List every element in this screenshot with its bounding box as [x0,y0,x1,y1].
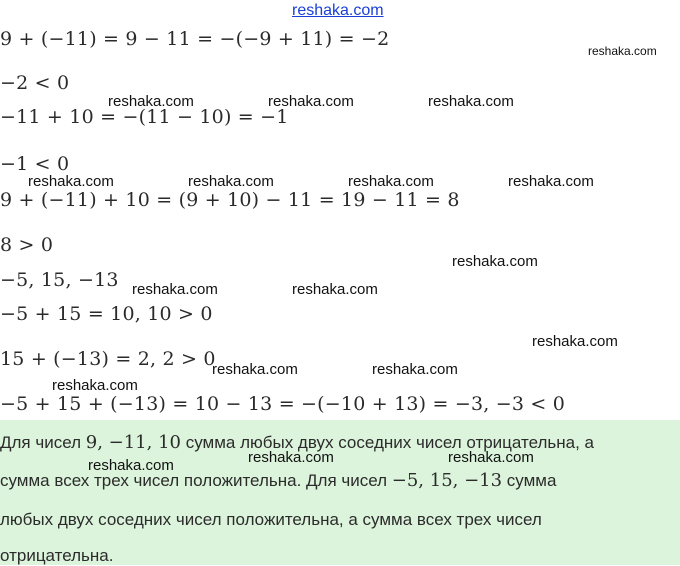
math-line-9: 15 + (−13) = 2, 2 > 0 [0,348,216,370]
math-line-8: −5 + 15 = 10, 10 > 0 [0,303,213,325]
watermark: reshaka.com [428,93,514,110]
answer-box [0,420,680,565]
watermark: reshaka.com [28,173,114,190]
answer-line-1: Для чисел 9, −11, 10 сумма любых двух соседних чисел отрицательна, а [0,432,594,453]
math-line-3: −11 + 10 = −(11 − 10) = −1 [0,106,289,128]
watermark: reshaka.com [188,173,274,190]
answer-line-2: сумма всех трех чисел положительна. Для чисел −5, 15, −13 сумма [0,470,557,491]
answer-line-3: любых двух соседних чисел положительна, а сумма всех трех чисел [0,510,542,529]
answer-line-4: отрицательна. [0,546,114,565]
math-line-2: −2 < 0 [0,72,70,94]
site-logo[interactable]: reshaka.com [292,2,384,19]
math-line-5: 9 + (−11) + 10 = (9 + 10) − 11 = 19 − 11 = 8 [0,189,460,211]
watermark: reshaka.com [532,333,618,350]
math-line-1: 9 + (−11) = 9 − 11 = −(−9 + 11) = −2 [0,28,390,50]
math-line-7: −5, 15, −13 [0,269,119,291]
watermark: reshaka.com [52,377,138,394]
watermark: reshaka.com [132,281,218,298]
watermark: reshaka.com [508,173,594,190]
watermark: reshaka.com [452,253,538,270]
watermark: reshaka.com [348,173,434,190]
watermark: reshaka.com [292,281,378,298]
math-line-10: −5 + 15 + (−13) = 10 − 13 = −(−10 + 13) = −3, −3 < 0 [0,393,566,415]
watermark: reshaka.com [268,93,354,110]
watermark: reshaka.com [212,361,298,378]
watermark: reshaka.com [372,361,458,378]
watermark: reshaka.com [588,44,657,58]
watermark: reshaka.com [108,93,194,110]
math-line-6: 8 > 0 [0,234,54,256]
math-line-4: −1 < 0 [0,153,70,175]
watermark: reshaka.com [248,449,334,466]
watermark: reshaka.com [448,449,534,466]
watermark: reshaka.com [88,457,174,474]
